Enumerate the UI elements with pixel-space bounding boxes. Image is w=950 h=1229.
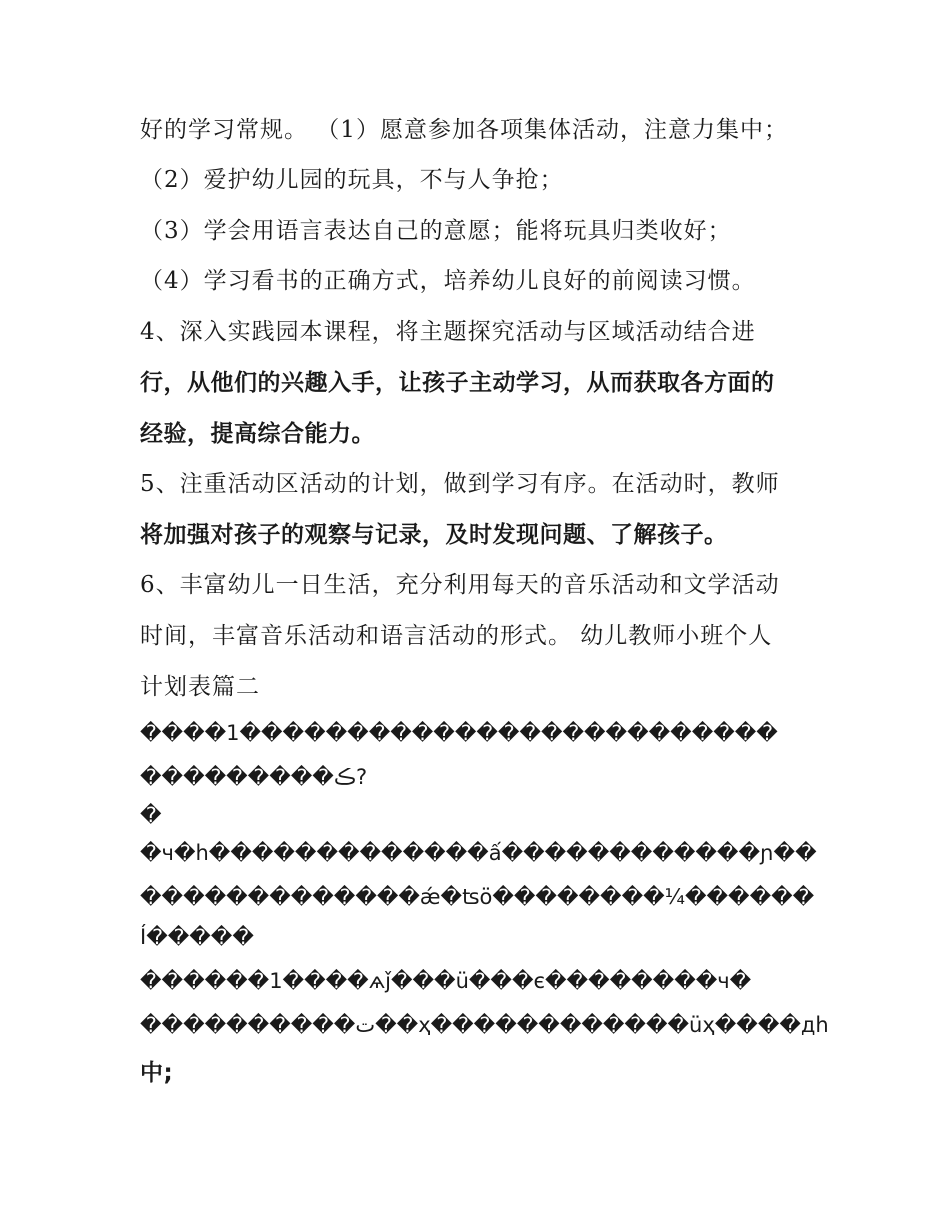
garbled-text-line: ����������ت��ҳ������������üҳ����дh <box>140 1013 829 1037</box>
text-line: 时间，丰富音乐活动和语言活动的形式。 幼儿教师小班个人 <box>140 623 773 649</box>
text-line: 5、注重活动区活动的计划，做到学习有序。在活动时，教师 <box>140 471 780 497</box>
text-line: 好的学习常规。 （1）愿意参加各项集体活动，注意力集中； <box>140 117 788 143</box>
garbled-text-line: �ч�h�������������ấ������������ɲ�� <box>140 841 817 865</box>
text-line: 6、丰富幼儿一日生活，充分利用每天的音乐活动和文学活动 <box>140 572 780 598</box>
text-line: 经验，提高综合能力。 <box>140 421 375 447</box>
garbled-text-line: � <box>140 803 162 827</box>
text-line: 4、深入实践园本课程，将主题探究活动与区域活动结合进 <box>140 319 756 345</box>
text-line: 行，从他们的兴趣入手，让孩子主动学习，从而获取各方面的 <box>140 370 775 396</box>
garbled-text-line: �������������ǽ�ʦö��������¼������ <box>140 885 815 909</box>
text-line: （3）学会用语言表达自己的意愿；能将玩具归类收好； <box>140 218 732 244</box>
text-line: 中; <box>140 1060 174 1086</box>
garbled-text-line: ���������ڪ? <box>140 765 368 789</box>
garbled-text-line: ������1����ѧǰ���ü���є��������ч� <box>140 969 752 993</box>
text-line: （4）学习看书的正确方式，培养幼儿良好的前阅读习惯。 <box>140 268 756 294</box>
garbled-text-line: Í����� <box>140 925 254 949</box>
text-line: 将加强对孩子的观察与记录，及时发现问题、了解孩子。 <box>140 522 728 548</box>
garbled-text-line: ����1������������������������� <box>140 721 778 745</box>
text-line: （2）爱护幼儿园的玩具，不与人争抢； <box>140 167 564 193</box>
text-line: 计划表篇二 <box>140 674 260 700</box>
